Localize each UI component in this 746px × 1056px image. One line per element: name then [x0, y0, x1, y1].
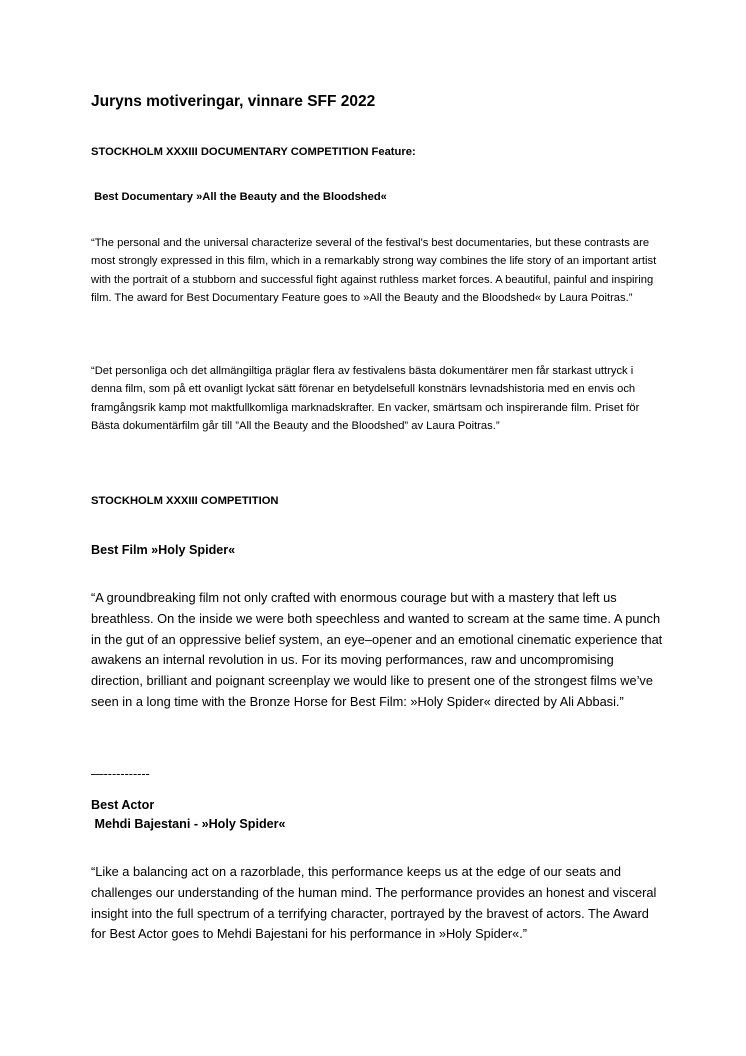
- doc-competition-heading: STOCKHOLM XXXIII DOCUMENTARY COMPETITION Feature:: [91, 146, 416, 158]
- best-actor-heading: Best Actor: [91, 798, 155, 812]
- best-actor-name: Mehdi Bajestani - »Holy Spider«: [91, 817, 286, 831]
- best-film-quote: “A groundbreaking film not only crafted with enormous courage but with a mastery that left us breathless. On the inside we were both speechless and wanted to scream at the same time. A punch in the gut of an oppressive belief system, an eye–opener and an emotional cinematic experience that awakens an internal revolution in us. For its moving performances, raw and uncompromising direction, brilliant and poignant screenplay we would like to present one of the strongest films we’ve seen in a long time with the Bronze Horse for Best Film: »Holy Spider« directed by Ali Abbasi.”: [91, 590, 663, 709]
- best-documentary-heading: Best Documentary »All the Beauty and the Bloodshed«: [91, 191, 387, 203]
- best-film-heading: Best Film »Holy Spider«: [91, 543, 236, 557]
- document-title: Juryns motiveringar, vinnare SFF 2022: [91, 93, 376, 110]
- competition-heading: STOCKHOLM XXXIII COMPETITION: [91, 495, 279, 507]
- best-actor-quote: “Like a balancing act on a razorblade, this performance keeps us at the edge of our seats and challenges our understanding of the human mind. The performance provides an honest and visceral insight into the full spectrum of a terrifying character, portrayed by the bravest of actors. The Award for Best Actor goes to Mehdi Bajestani for his performance in »Holy Spider«.”: [91, 864, 657, 942]
- best-documentary-quote-en: “The personal and the universal characterize several of the festival's best documentaries, but these contrasts are most strongly expressed in this film, which in a remarkably strong way combines the life story of an important artist with the portrait of a stubborn and successful fight against ruthless market forces. A beautiful, painful and inspiring film. The award for Best Documentary Feature goes to »All the Beauty and the Bloodshed« by Laura Poitras.”: [91, 237, 657, 305]
- section-separator: —-----------: [91, 767, 150, 781]
- best-documentary-quote-sv: “Det personliga och det allmängiltiga präglar flera av festivalens bästa dokumentärer men får starkast uttryck i denna film, som på ett ovanligt lyckat sätt förenar en betydelsefull konstnärs levnadshistoria med en envis och framgångsrik kamp mot maktfullkomliga marknadskrafter. En vacker, smärtsam och inspirerande film. Priset för Bästa dokumentärfilm går till ”All the Beauty and the Bloodshed” av Laura Poitras.”: [91, 365, 640, 433]
